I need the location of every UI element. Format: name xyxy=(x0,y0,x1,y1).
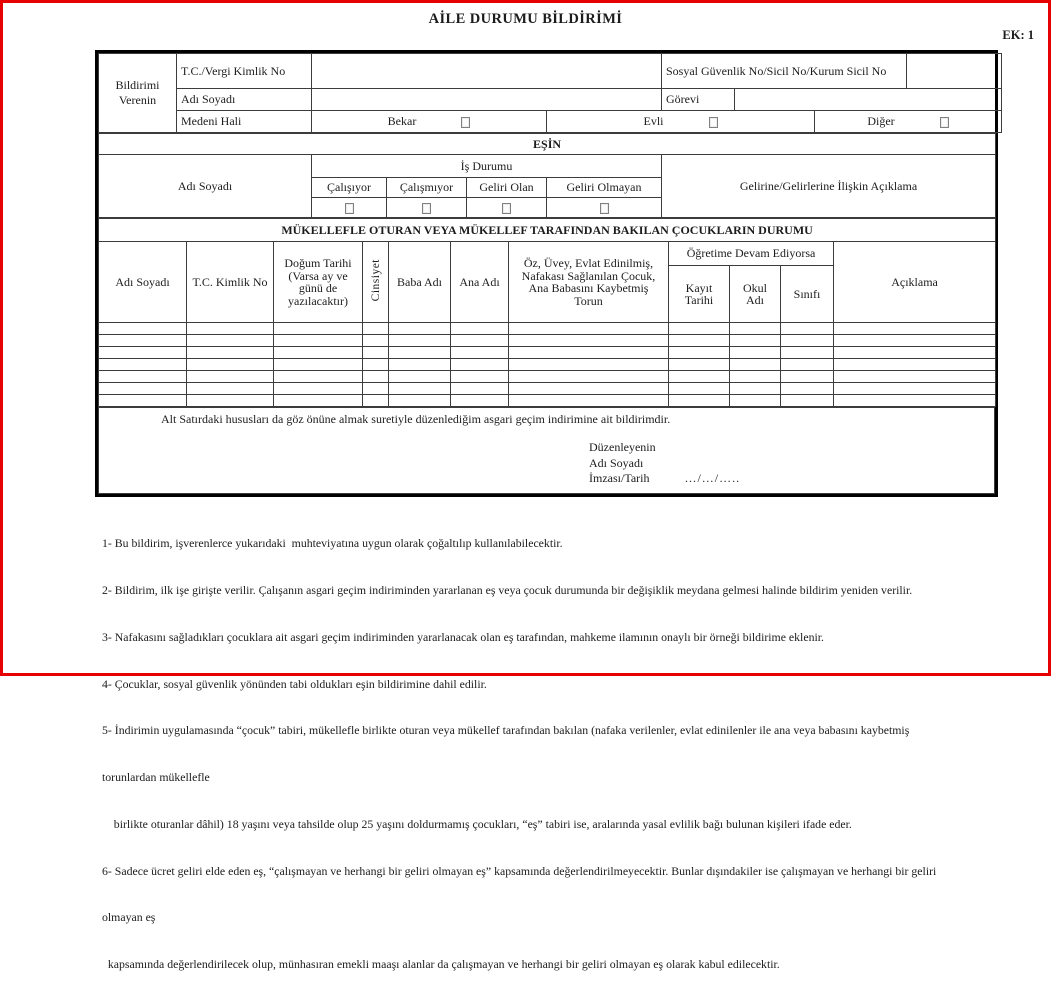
children-empty-row xyxy=(99,395,996,407)
children-empty-cell[interactable] xyxy=(669,395,730,407)
geliri-olan-checkbox[interactable] xyxy=(502,203,511,214)
education-col-okul-adi: Okul Adı xyxy=(730,266,781,323)
note-line: 5- İndirimin uygulamasında “çocuk” tabiri, mükellefle birlikte oturan veya mükellef tarafından bakılan (nafaka verilenler, evlat edinilenler ile ana veya babasını kaybetmiş xyxy=(102,723,910,738)
children-empty-cell[interactable] xyxy=(187,395,274,407)
diger-label: Diğer xyxy=(867,114,895,128)
family-status-form xyxy=(95,50,998,497)
children-empty-cell[interactable] xyxy=(451,335,509,347)
calismiyor-checkbox[interactable] xyxy=(422,203,431,214)
preparer-name-label: Adı Soyadı xyxy=(589,455,644,470)
note-line: 4- Çocuklar, sosyal güvenlik yönünden tabi oldukları eşin bildirimine dahil edilir. xyxy=(102,676,487,691)
evli-checkbox[interactable] xyxy=(709,117,718,128)
children-empty-cell[interactable] xyxy=(451,359,509,371)
children-empty-cell[interactable] xyxy=(509,323,669,335)
child-col-oz-uvey: Öz, Üvey, Evlat Edinilmiş, Nafakası Sağlanılan Çocuk, Ana Babasını Kaybetmiş Torun xyxy=(509,242,669,323)
children-empty-cell[interactable] xyxy=(781,383,834,395)
children-section xyxy=(98,218,996,407)
children-empty-cell[interactable] xyxy=(389,359,451,371)
children-empty-cell[interactable] xyxy=(363,395,389,407)
children-empty-cell[interactable] xyxy=(389,395,451,407)
children-empty-cell[interactable] xyxy=(389,371,451,383)
children-empty-cell[interactable] xyxy=(781,371,834,383)
closing-section xyxy=(98,407,995,494)
spouse-section xyxy=(98,133,996,218)
spouse-section-header: EŞİN xyxy=(99,134,996,155)
children-empty-cell[interactable] xyxy=(451,323,509,335)
children-empty-cell[interactable] xyxy=(730,371,781,383)
education-col-sinifi: Sınıfı xyxy=(781,266,834,323)
children-empty-row xyxy=(99,359,996,371)
children-empty-row xyxy=(99,347,996,359)
cinsiyet-vertical-label: Cinsiyet xyxy=(369,258,382,302)
children-empty-cell[interactable] xyxy=(187,323,274,335)
children-empty-cell[interactable] xyxy=(509,383,669,395)
child-col-tc-kimlik: T.C. Kimlik No xyxy=(187,242,274,323)
child-col-cinsiyet xyxy=(363,242,389,323)
children-empty-cell[interactable] xyxy=(781,347,834,359)
calismiyor-label: Çalışmıyor xyxy=(387,178,467,198)
children-empty-cell[interactable] xyxy=(363,347,389,359)
children-empty-cell[interactable] xyxy=(669,347,730,359)
child-col-aciklama: Açıklama xyxy=(834,242,996,323)
children-empty-cell[interactable] xyxy=(99,323,187,335)
children-empty-cell[interactable] xyxy=(274,323,363,335)
children-empty-cell[interactable] xyxy=(451,347,509,359)
note-line: 6- Sadece ücret geliri elde eden eş, “çalışmayan ve herhangi bir geliri olmayan eş” kapsamında değerlendirilmeyecektir. Bunlar dışındakiler ise çalışmayan ve herhangi bir geliri xyxy=(102,863,937,878)
bekar-checkbox[interactable] xyxy=(461,117,470,128)
children-empty-row xyxy=(99,371,996,383)
children-empty-cell[interactable] xyxy=(669,359,730,371)
children-empty-cell[interactable] xyxy=(274,335,363,347)
tc-vergi-no-input[interactable] xyxy=(312,54,662,89)
note-line: 1- Bu bildirim, işverenlerce yukarıdaki muhteviyatına uygun olarak çoğaltılıp kullanılabilecektir. xyxy=(102,536,563,551)
children-empty-cell[interactable] xyxy=(730,395,781,407)
children-empty-cell[interactable] xyxy=(451,383,509,395)
children-empty-cell[interactable] xyxy=(274,347,363,359)
children-empty-cell[interactable] xyxy=(99,347,187,359)
children-empty-cell[interactable] xyxy=(730,359,781,371)
children-empty-cell[interactable] xyxy=(274,383,363,395)
children-empty-rows xyxy=(99,323,996,407)
children-empty-cell[interactable] xyxy=(99,395,187,407)
children-empty-cell[interactable] xyxy=(363,359,389,371)
calisiyor-checkbox[interactable] xyxy=(345,203,354,214)
children-empty-cell[interactable] xyxy=(187,371,274,383)
children-empty-cell[interactable] xyxy=(834,323,996,335)
children-empty-cell[interactable] xyxy=(389,383,451,395)
child-col-adi-soyadi: Adı Soyadı xyxy=(99,242,187,323)
children-empty-cell[interactable] xyxy=(730,347,781,359)
adi-soyadi-label: Adı Soyadı xyxy=(177,89,312,111)
education-group-label: Öğretime Devam Ediyorsa xyxy=(669,242,834,266)
note-line: kapsamında değerlendirilecek olup, münhasıran emekli maaşı alanlar da çalışmayan ve herhangi bir geliri olmayan eş olarak kabul edilecektir. xyxy=(102,957,780,972)
medeni-hali-label: Medeni Hali xyxy=(177,111,312,133)
signature-date-row xyxy=(589,471,740,487)
children-empty-cell[interactable] xyxy=(834,335,996,347)
spouse-adi-soyadi-label: Adı Soyadı xyxy=(177,178,233,193)
children-empty-cell[interactable] xyxy=(781,335,834,347)
children-empty-cell[interactable] xyxy=(781,359,834,371)
marital-option-bekar xyxy=(312,111,547,133)
is-durumu-label: İş Durumu xyxy=(312,155,662,178)
signature-label: İmzası/Tarih xyxy=(589,471,650,485)
children-empty-cell[interactable] xyxy=(187,383,274,395)
children-empty-cell[interactable] xyxy=(363,323,389,335)
sosyal-guvenlik-label: Sosyal Güvenlik No/Sicil No/Kurum Sicil No xyxy=(662,54,907,89)
preparer-heading: Düzenleyenin xyxy=(589,440,656,454)
signature-date-field[interactable]: …/…/….. xyxy=(684,471,741,485)
spouse-income-note-input[interactable] xyxy=(662,155,996,218)
note-line: olmayan eş xyxy=(102,910,156,925)
children-empty-cell[interactable] xyxy=(781,323,834,335)
declarant-section xyxy=(98,53,1002,133)
note-line: birlikte oturanlar dâhil) 18 yaşını veya tahsilde olup 25 yaşını doldurmamış çocukları, “eş” tabiri ise, aralarında yasal evlilik bağı bulunan kişileri ifade eder. xyxy=(102,816,852,831)
children-empty-cell[interactable] xyxy=(187,347,274,359)
page-title: AİLE DURUMU BİLDİRİMİ xyxy=(428,11,623,27)
tc-vergi-no-label: T.C./Vergi Kimlik No xyxy=(177,54,312,89)
gorevi-input[interactable] xyxy=(735,89,1002,111)
footnotes xyxy=(102,505,1042,1004)
children-empty-cell[interactable] xyxy=(363,383,389,395)
children-empty-cell[interactable] xyxy=(389,347,451,359)
education-col-kayit-tarihi: Kayıt Tarihi xyxy=(669,266,730,323)
children-empty-cell[interactable] xyxy=(834,395,996,407)
note-line: 3- Nafakasını sağladıkları çocuklara ait asgari geçim indiriminden yararlanacak olan eş tarafından, mahkeme ilamının onaylı bir örneği bildirime eklenir. xyxy=(102,629,824,644)
geliri-olmayan-label: Geliri Olmayan xyxy=(547,178,662,198)
children-empty-cell[interactable] xyxy=(451,371,509,383)
children-empty-cell[interactable] xyxy=(834,347,996,359)
adi-soyadi-input[interactable] xyxy=(312,89,662,111)
children-empty-cell[interactable] xyxy=(99,359,187,371)
marital-option-evli xyxy=(547,111,815,133)
bekar-label: Bekar xyxy=(387,114,417,128)
spouse-name-input[interactable] xyxy=(99,155,312,218)
children-empty-cell[interactable] xyxy=(389,323,451,335)
children-empty-cell[interactable] xyxy=(669,323,730,335)
gorevi-label: Görevi xyxy=(662,89,735,111)
child-col-baba-adi: Baba Adı xyxy=(389,242,451,323)
children-empty-cell[interactable] xyxy=(834,359,996,371)
children-empty-cell[interactable] xyxy=(389,335,451,347)
evli-label: Evli xyxy=(643,114,664,128)
children-empty-cell[interactable] xyxy=(187,335,274,347)
closing-statement: Alt Satırdaki hususları da göz önüne almak suretiyle düzenlediğim asgari geçim indirimine ait bildirimdir. xyxy=(161,412,671,426)
geliri-olmayan-checkbox[interactable] xyxy=(600,203,609,214)
children-empty-cell[interactable] xyxy=(509,335,669,347)
children-empty-cell[interactable] xyxy=(509,395,669,407)
sosyal-guvenlik-input[interactable] xyxy=(907,54,1002,89)
children-empty-cell[interactable] xyxy=(509,371,669,383)
children-empty-row xyxy=(99,323,996,335)
children-empty-cell[interactable] xyxy=(730,323,781,335)
note-line: torunlardan mükellefle xyxy=(102,770,210,785)
calisiyor-label: Çalışıyor xyxy=(312,178,387,198)
diger-checkbox[interactable] xyxy=(940,117,949,128)
marital-option-diger xyxy=(815,111,1002,133)
preparer-block xyxy=(589,440,740,487)
children-empty-cell[interactable] xyxy=(363,371,389,383)
children-empty-cell[interactable] xyxy=(669,371,730,383)
note-line: 2- Bildirim, ilk işe girişte verilir. Çalışanın asgari geçim indiriminden yararlanan eş veya çocuk durumunda bir değişiklik meydana gelmesi halinde bildirim yeniden verilir. xyxy=(102,582,913,597)
children-empty-cell[interactable] xyxy=(834,371,996,383)
geliri-olan-label: Geliri Olan xyxy=(467,178,547,198)
children-empty-cell[interactable] xyxy=(363,335,389,347)
children-empty-row xyxy=(99,383,996,395)
declarant-group-label: Bildirimi Verenin xyxy=(99,54,177,133)
children-empty-cell[interactable] xyxy=(834,383,996,395)
annex-label: EK: 1 xyxy=(1002,28,1034,42)
children-empty-cell[interactable] xyxy=(274,359,363,371)
children-section-header: MÜKELLEFLE OTURAN VEYA MÜKELLEF TARAFINDAN BAKILAN ÇOCUKLARIN DURUMU xyxy=(99,219,996,242)
children-empty-cell[interactable] xyxy=(274,395,363,407)
children-empty-cell[interactable] xyxy=(99,383,187,395)
children-empty-cell[interactable] xyxy=(669,383,730,395)
child-col-ana-adi: Ana Adı xyxy=(451,242,509,323)
children-empty-cell[interactable] xyxy=(274,371,363,383)
child-col-dogum-tarihi: Doğum Tarihi (Varsa ay ve günü de yazılacaktır) xyxy=(274,242,363,323)
children-empty-cell[interactable] xyxy=(99,335,187,347)
children-empty-cell[interactable] xyxy=(451,395,509,407)
children-empty-cell[interactable] xyxy=(509,347,669,359)
children-empty-cell[interactable] xyxy=(187,359,274,371)
children-empty-cell[interactable] xyxy=(781,395,834,407)
children-empty-cell[interactable] xyxy=(730,335,781,347)
closing-cell xyxy=(99,408,995,494)
children-empty-cell[interactable] xyxy=(669,335,730,347)
spouse-aciklama-label: Gelirine/Gelirlerine İlişkin Açıklama xyxy=(739,178,918,193)
children-empty-cell[interactable] xyxy=(509,359,669,371)
children-empty-cell[interactable] xyxy=(99,371,187,383)
children-empty-cell[interactable] xyxy=(730,383,781,395)
children-empty-row xyxy=(99,335,996,347)
